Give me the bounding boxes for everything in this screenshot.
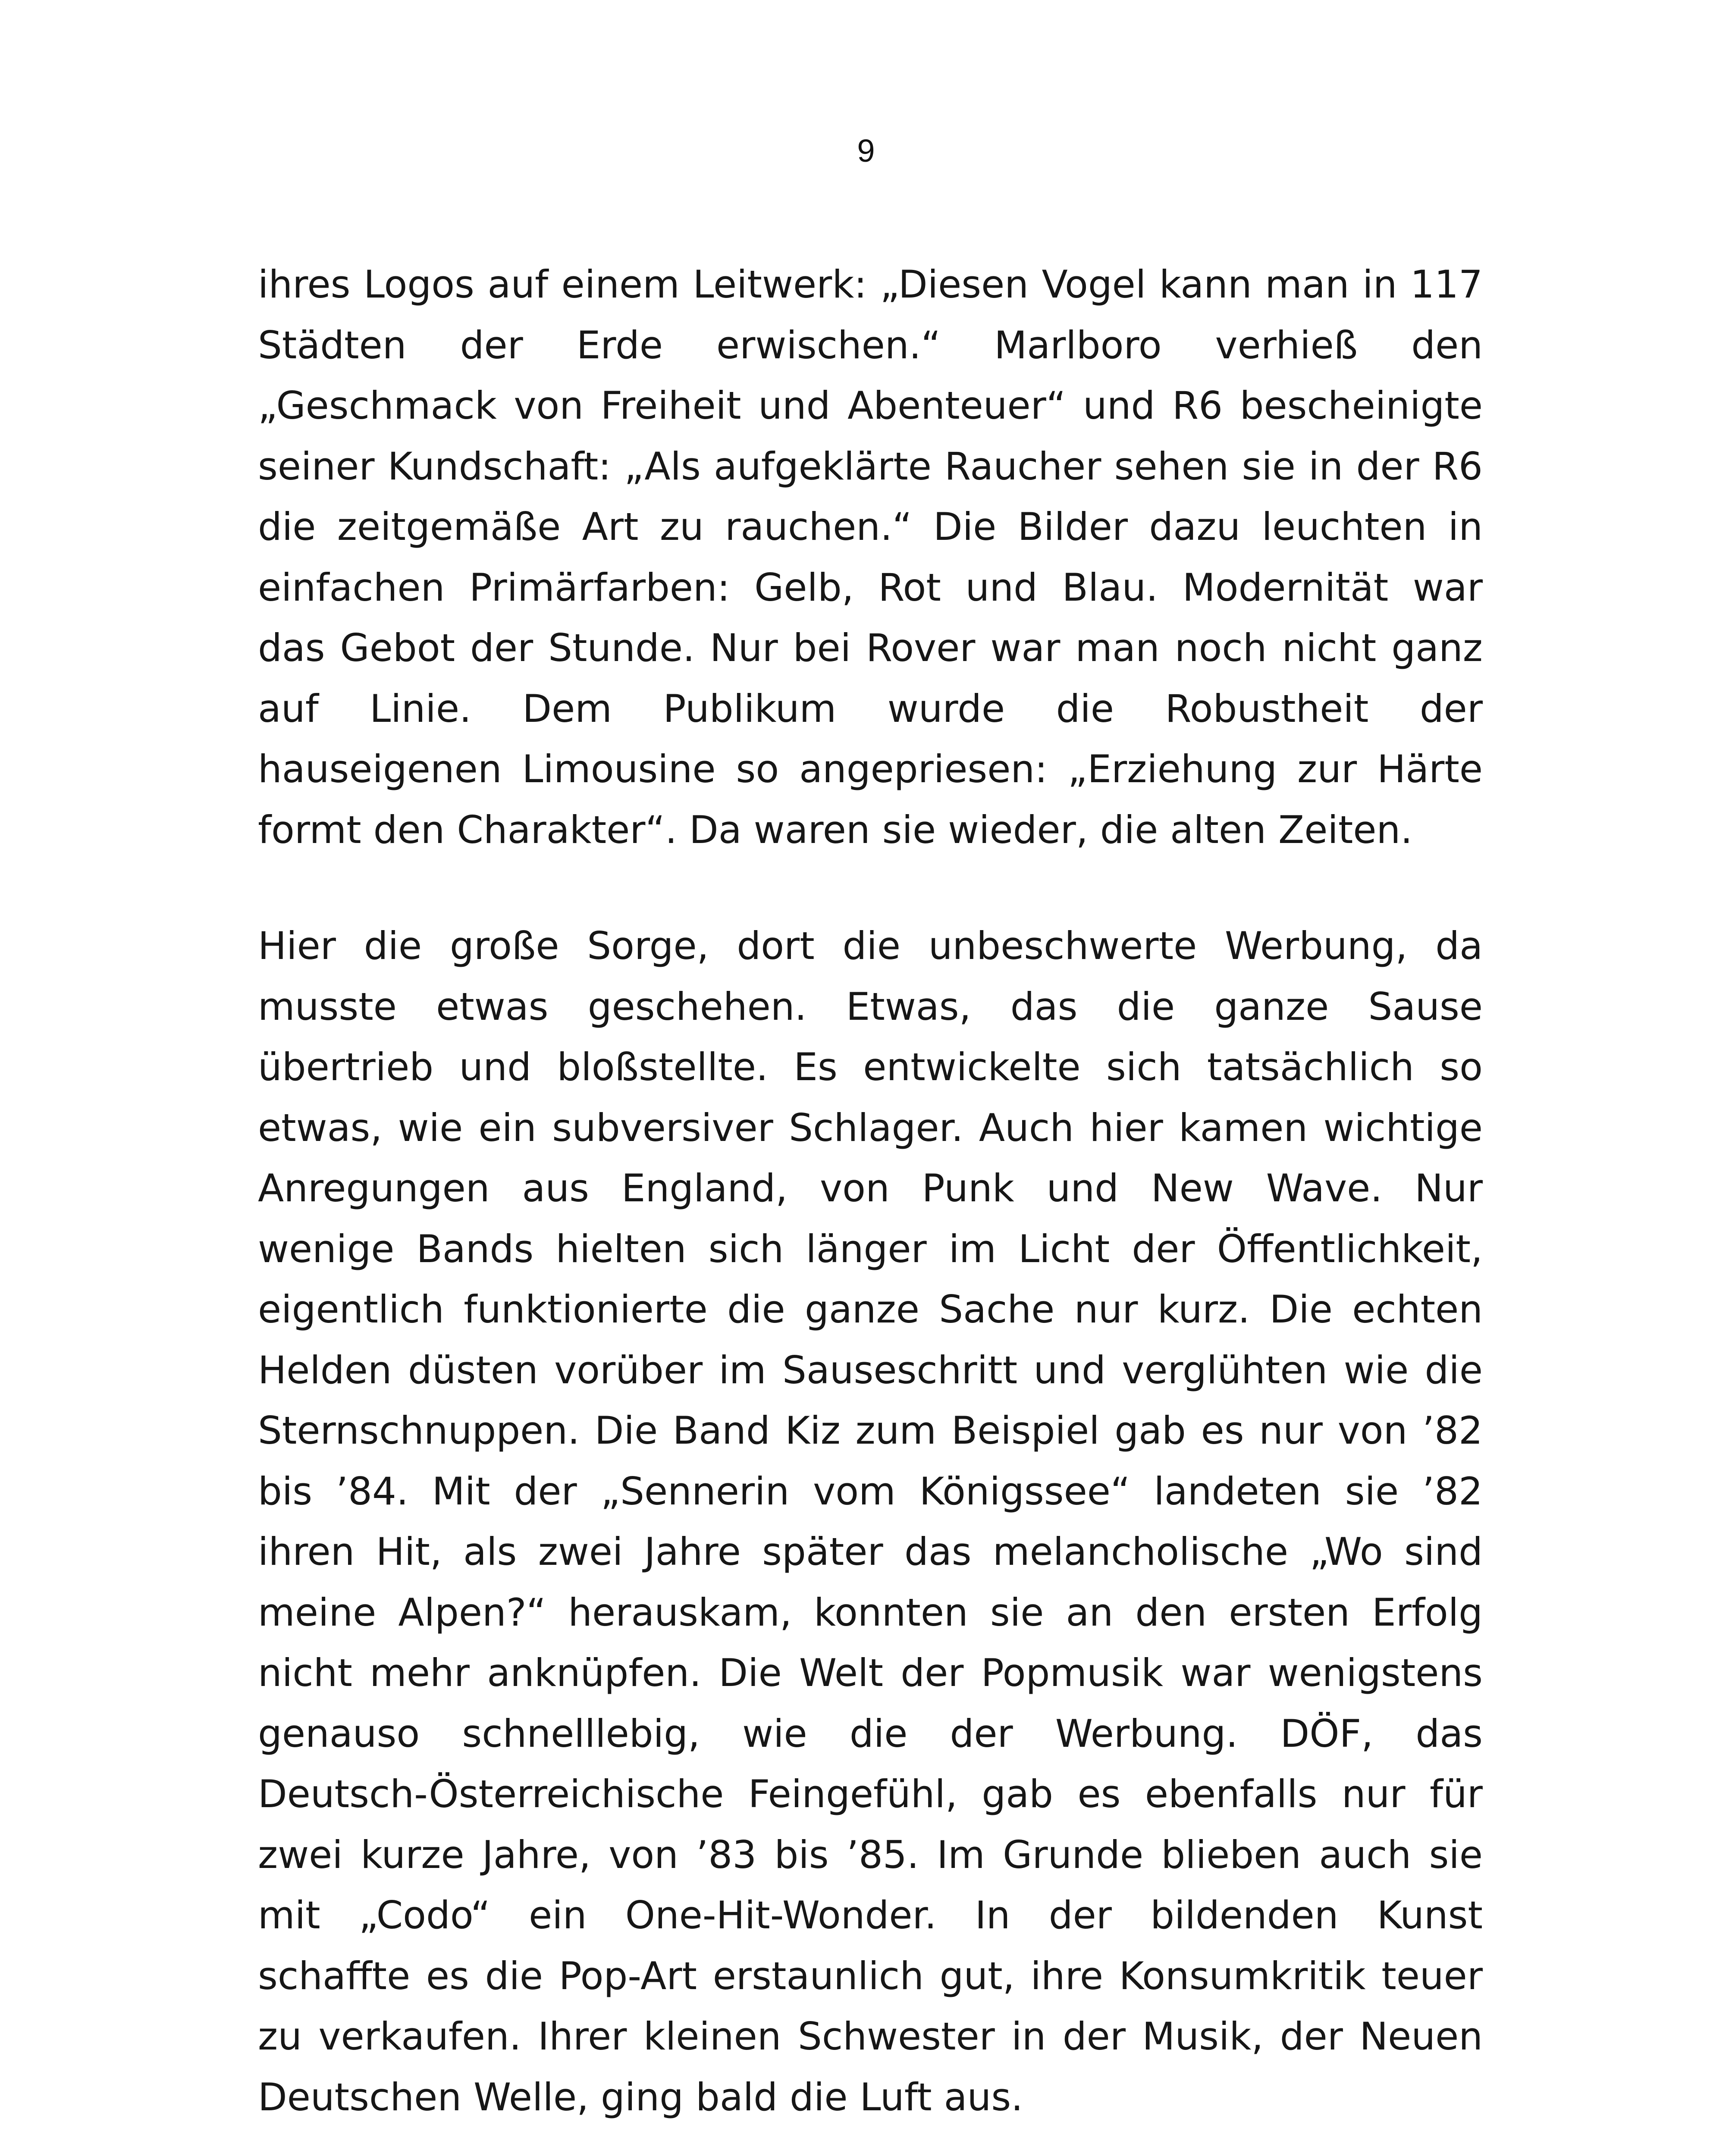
text-line: genauso schnelllebig, wie die der Werbung. DÖF, das: [258, 1711, 1483, 1756]
text-line: wenige Bands hielten sich länger im Licht der Öffentlichkeit,: [258, 1226, 1483, 1271]
text-line: meine Alpen?“ herauskam, konnten sie an den ersten Erfolg: [258, 1590, 1483, 1635]
text-line: zu verkaufen. Ihrer kleinen Schwester in der Musik, der Neuen: [258, 2014, 1483, 2059]
text-line: übertrieb und bloßstellte. Es entwickelte sich tatsächlich so: [258, 1045, 1483, 1089]
text-line: Sternschnuppen. Die Band Kiz zum Beispiel gab es nur von ’82: [258, 1408, 1483, 1453]
text-line: das Gebot der Stunde. Nur bei Rover war man noch nicht ganz: [258, 626, 1483, 670]
text-line: eigentlich funktionierte die ganze Sache nur kurz. Die echten: [258, 1287, 1483, 1332]
text-line: mit „Codo“ ein One-Hit-Wonder. In der bildenden Kunst: [258, 1893, 1483, 1937]
text-line: die zeitgemäße Art zu rauchen.“ Die Bilder dazu leuchten in: [258, 505, 1483, 549]
text-line: einfachen Primärfarben: Gelb, Rot und Blau. Modernität war: [258, 565, 1483, 610]
paragraph-2: [258, 916, 1483, 2128]
text-line: hauseigenen Limousine so angepriesen: „Erziehung zur Härte: [258, 747, 1483, 791]
text-line: Hier die große Sorge, dort die unbeschwerte Werbung, da: [258, 924, 1483, 968]
page-number: 9: [857, 133, 875, 169]
text-line: zwei kurze Jahre, von ’83 bis ’85. Im Grunde blieben auch sie: [258, 1832, 1483, 1877]
text-line: formt den Charakter“. Da waren sie wieder, die alten Zeiten.: [258, 807, 1413, 852]
text-line: bis ’84. Mit der „Sennerin vom Königssee“ landeten sie ’82: [258, 1469, 1483, 1514]
text-line: Anregungen aus England, von Punk und New Wave. Nur: [258, 1166, 1483, 1210]
text-line: Deutsch-Österreichische Feingefühl, gab es ebenfalls nur für: [258, 1772, 1483, 1816]
text-line: musste etwas geschehen. Etwas, das die ganze Sause: [258, 984, 1483, 1029]
text-line: ihren Hit, als zwei Jahre später das melancholische „Wo sind: [258, 1529, 1483, 1574]
text-line: etwas, wie ein subversiver Schlager. Auch hier kamen wichtige: [258, 1105, 1483, 1150]
text-line: „Geschmack von Freiheit und Abenteuer“ und R6 bescheinigte: [258, 383, 1483, 428]
text-line: nicht mehr anknüpfen. Die Welt der Popmusik war wenigstens: [258, 1651, 1483, 1695]
text-line: ihres Logos auf einem Leitwerk: „Diesen Vogel kann man in 117: [258, 262, 1483, 307]
paragraph-1: [258, 254, 1483, 860]
text-line: seiner Kundschaft: „Als aufgeklärte Raucher sehen sie in der R6: [258, 444, 1483, 489]
text-line: Städten der Erde erwischen.“ Marlboro verhieß den: [258, 323, 1483, 367]
text-line: Deutschen Welle, ging bald die Luft aus.: [258, 2075, 1023, 2119]
text-line: Helden düsten vorüber im Sauseschritt und verglühten wie die: [258, 1348, 1483, 1392]
text-line: auf Linie. Dem Publikum wurde die Robustheit der: [258, 686, 1483, 731]
text-line: schaffte es die Pop-Art erstaunlich gut, ihre Konsumkritik teuer: [258, 1953, 1483, 1998]
